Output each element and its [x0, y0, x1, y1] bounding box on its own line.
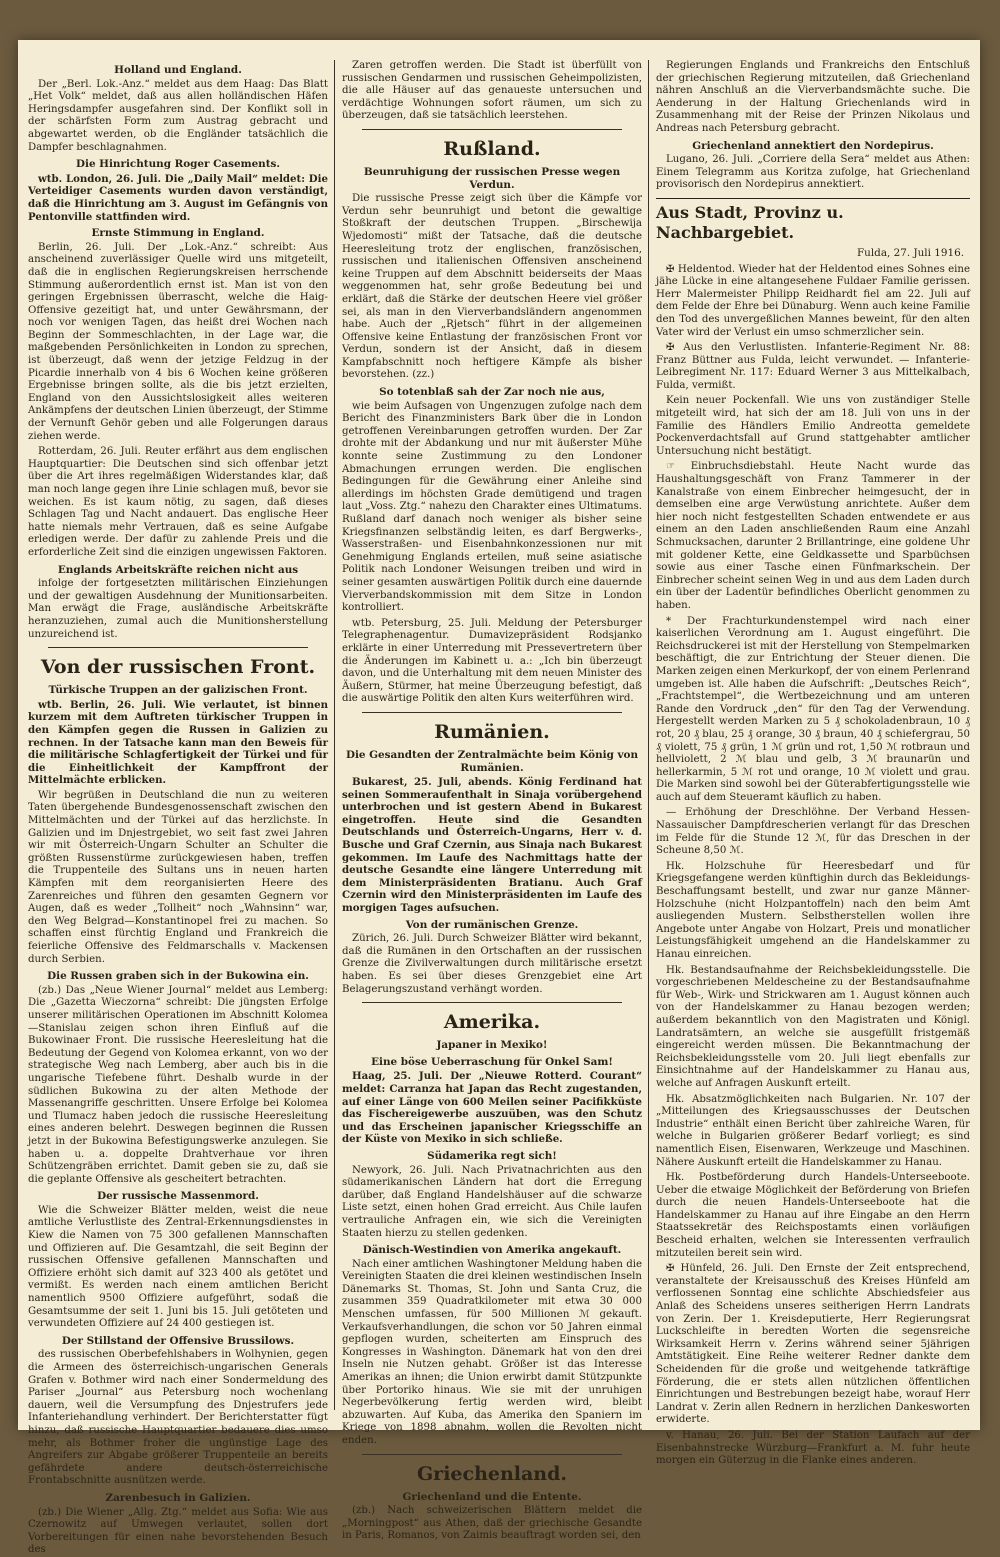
section-title-russland: Rußland.: [443, 137, 541, 160]
article-text: * Der Frachturkundenstempel wird nach einer kaiserlichen Verordnung am 1. August eingeführt. Die Reichsdruckerei ist mit der Herstellung von Stempelmarken beschäftigt, die zur Entrichtung der Steuer dienen. Die Marken zeigen einen Merkurkopf, der von einem Perlenrand umgeben ist. Alle haben die Aufschrift: „Deutsches Reich“, „Frachtstempel“, die Wertbezeichnung und am unteren Rande den Vordruck „den“ für den Tag der Verwendung. Hergestellt werden Marken zu 5 ₰ schokoladenbraun, 10 ₰ rot, 20 ₰ blau, 25 ₰ orange, 30 ₰ braun, 40 ₰ schiefergrau, 50 ₰ violett, 75 ₰ grün, 1 ℳ grün und rot, 1,50 ℳ rotbraun und hellviolett, 2 ℳ blau und gelb, 3 ℳ braunarün und hellerkarmin, 5 ℳ rot und orange, 10 ℳ violett und grau. Die Marken sind sowohl bei der Güterabfertigungsstelle wie auch auf dem Steueramt käuflich zu haben.: [656, 615, 970, 803]
article-text: Wir begrüßen in Deutschland die nun zu weiteren Taten übergehende Bundesgenossenschaft zwischen den Mittelmächten und der Türkei auf das herzlichste. In Galizien und im Dnjestrgebiet, wo seit fast zwei Jahren wir mit Österreich-Ungarn Schulter an Schulter die größten Russenstürme zurückgewiesen haben, treffen die Truppenteile des Sultans uns in neuen harten Kämpfen mit dem reorganisierten Heere des Zarenreiches und führen den gesamten Gegnern vor Augen, daß es weder „Tollheit“ noch „Wahnsinn“ war, den Weg Belgrad—Konstantinopel frei zu machen. So schaffen einst fürchtig England und Frankreich die feierliche Offensive des Feldmarschalls v. Mackensen durch Serbien.: [28, 789, 328, 965]
article-text: ✠ Aus den Verlustlisten. Infanterie-Regiment Nr. 88: Franz Büttner aus Fulda, leicht verwundet. — Infanterie-Leibregiment Nr. 117: Eduard Werner 3 aus Mittelkalbach, Fulda, vermißt.: [656, 342, 970, 391]
article-text: Die russische Presse zeigt sich über die Kämpfe vor Verdun sehr beunruhigt und betont die gewaltige Stoßkraft der deutschen Truppen. „Birschewija Wjedomosti“ mißt der Tatsache, daß die deutsche Heeresleitung trotz der englischen, französischen, russischen und italienischen Offensiven anscheinend keine Truppen auf dem Abschnitt beiderseits der Maas weggenommen hat, sehr große Bedeutung bei und erklärt, daß die Stärke der deutschen Heere viel größer sei, als man in den Vierverbandsländern angenommen habe. Auch der „Rjetsch“ führt in der allgemeinen Offensive keine Entlastung der französischen Front vor Verdun, sondern ist der Ansicht, daß in diesem Kampfabschnitt noch heftigere Kämpfe als bisher bevorstehen. (zz.): [342, 193, 642, 381]
headline-tuerkische-truppen: Türkische Truppen an der galizischen Front.: [48, 684, 308, 697]
headline-bukowina: Die Russen graben sich in der Bukowina ein.: [47, 970, 309, 983]
headline-stimmung: Ernste Stimmung in England.: [91, 227, 265, 240]
section-title-amerika: Amerika.: [443, 1011, 541, 1034]
column-1: [28, 60, 328, 1556]
divider: [362, 1002, 622, 1003]
article-text: Zaren getroffen werden. Die Stadt ist überfüllt von russischen Gendarmen und russischen Geheimpolizisten, die alle Häuser auf das genaueste untersuchen und verdächtige Wohnungen sofort räumen, um sich zu überzeugen, daß sie tatsächlich leerstehen.: [342, 60, 642, 122]
headline-holland: Holland und England.: [114, 64, 242, 76]
article-text: v. Hanau, 26. Juli. Bei der Station Laufach auf der Eisenbahnstrecke Würzburg—Frankfurt a. M. fuhr heute morgen ein Güterzug in die Flanke eines anderen.: [656, 1429, 970, 1467]
column-3: [656, 60, 970, 1467]
section-title-lokal: Aus Stadt, Provinz u. Nachbargebiet.: [656, 198, 970, 243]
headline-zar: So totenblaß sah der Zar noch nie aus,: [379, 386, 605, 399]
article-text: ✠ Hünfeld, 26. Juli. Den Ernste der Zeit entsprechend, veranstaltete der Kreisausschuß des Kreises Hünfeld am verflossenen Sonntag eine schlichte Abschiedsfeier aus Anlaß des Scheidens unseres seitherigen Herrn Landrats von Zerin. Der 1. Kreisdeputierte, Herr Regierungsrat Luckschleifte in beredten Worten die segensreiche Wirksamkeit Herrn v. Zerins während seiner 5jährigen Amtstätigkeit. Eine Reihe weiterer Redner dankte dem Scheidenden für die große und weitgehende tatkräftige Förderung, die er stets allen nützlichen öffentlichen Einrichtungen und Bestrebungen bezeigt habe, worauf Herr Landrat v. Zerin allen Rednern in herzlichen Dankesworten erwiderte.: [656, 1263, 970, 1426]
article-text: Lugano, 26. Juli. „Corriere della Sera“ meldet aus Athen: Einem Telegramm aus Koritza zufolge, hat Griechenland provisorisch den Nordepirus annektiert.: [656, 154, 970, 191]
article-text: Hk. Bestandsaufnahme der Reichsbekleidungsstelle. Die vorgeschriebenen Meldescheine zu der Bestandsaufnahme für Web-, Wirk- und Strickwaren am 1. August können auch von der Handelskammer zu Hanau bezogen werden; außerdem bekanntlich von den Magistraten und Königl. Landratsämtern, an welche sie ausgefüllt fristgemäß eingereicht werden müssen. Die Bekanntmachung der Reichsbekleidungsstelle vom 20. Juli liegt ebenfalls zur Einsichtnahme auf der Handelskammer zu Hanau aus, welche auf Anfragen Auskunft erteilt.: [656, 964, 970, 1089]
article-text: wtb. Petersburg, 25. Juli. Meldung der Petersburger Telegraphenagentur. Dumavizepräsident Rodsjanko erklärte in einer Unterredung mit Pressevertretern über die Änderungen im Kabinett u. a.: „Ich bin überzeugt davon, und die Unterhaltung mit dem neuen Minister des Äußern, Stürmer, hat meine Überzeugung befestigt, daß die auswärtige Politik den alten Kurs weiterführen wird.: [342, 617, 642, 705]
column-rule: [648, 60, 649, 1410]
headline-suedamerika: Südamerika regt sich!: [427, 1149, 557, 1162]
article-text: Hk. Absatzmöglichkeiten nach Bulgarien. Nr. 107 der „Mitteilungen des Kriegsausschusses der Deutschen Industrie“ enthält einen Bericht über zahlreiche Waren, für welche in Bulgarien größerer Bedarf vorliegt; es sind namentlich Eisen, Eisenwaren, Werkzeuge und Maschinen. Nähere Auskunft erteilt die Handelskammer zu Hanau.: [656, 1093, 970, 1168]
article-text: Bukarest, 25. Juli, abends. König Ferdinand hat seinen Sommeraufenthalt in Sinaja vorübergehend unterbrochen und ist gestern Abend in Bukarest eingetroffen. Heute sind die Gesandten Deutschlands und Österreich-Ungarns, Herr v. d. Busche und Graf Czernin, aus Sinaja nach Bukarest gekommen. Im Laufe des Nachmittags hatte der deutsche Gesandte eine längere Unterredung mit dem Ministerpräsidenten Bratianu. Auch Graf Czernin wird den Ministerpräsidenten im Laufe des morgigen Tages aufsuchen.: [342, 776, 642, 915]
article-text: infolge der fortgesetzten militärischen Einziehungen und der gewaltigen Ausdehnung der Munitionsarbeiten. Man erwägt die Frage, ausländische Arbeitskräfte heranzuziehen, zumal auch die Munitionsherstellung unzureichend ist.: [28, 578, 328, 640]
article-text: Kein neuer Pockenfall. Wie uns von zuständiger Stelle mitgeteilt wird, hat sich der am 18. Juli von uns in der Familie des Händlers Emilio Andreotta gemeldete Pockenverdachtsfall auf Grund stattgehabter amtlicher Untersuchung nicht bestätigt.: [656, 395, 970, 457]
article-text: Der „Berl. Lok.-Anz.“ meldet aus dem Haag: Das Blatt „Het Volk“ meldet, daß aus allen holländischen Häfen Heringsdampfer ausgefahren sind. Der Konflikt soll in der schärfsten Form zum Austrag gebracht und abgewartet werden, ob die Engländer tatsächlich die Dampfer beschlagnahmen.: [28, 78, 328, 153]
headline-casement: Die Hinrichtung Roger Casements.: [75, 158, 281, 171]
divider: [48, 647, 308, 648]
article-text: (zb.) Das „Neue Wiener Journal“ meldet aus Lemberg: Die „Gazetta Wieczorna“ schreibt: Die jüngsten Erfolge unserer militärischen Operationen im Abschnitt Kolomea—Stanislau zeigen schon ihren Einfluß auf die Bukowinaer Front. Die russische Heeresleitung hat die Bedeutung der Gegend von Kolomea erkannt, von wo der strategische Weg nach Lemberg, aber auch bis in die ungarische Tiefebene führt. Deshalb wurde in der südlichen Bukowina zu der alten Methode der Massenangriffe geschritten. Unsere Erfolge bei Kolomea und Tlumacz haben jedoch die russische Heeresleitung eines anderen belehrt. Deswegen beginnen die Russen jetzt in der Bukowina Befestigungswerke anzulegen. Sie haben u. a. doppelte Drahtverhaue vor ihren Schützengräben errichtet. Damit geben sie zu, daß sie die geplante Offensive als gescheitert betrachten.: [28, 984, 328, 1185]
article-text: Hk. Holzschuhe für Heeresbedarf und für Kriegsgefangene werden künftighin durch das Bekleidungs-Beschaffungsamt bestellt, und zwar nur ganze Männer-Holzschuhe (nicht Holzpantoffeln) nach den beim Amt ausliegenden Mustern. Selbstherstellen wollen ihre Angebote unter Angabe von Holzart, Preis und monatlicher Leistungsfähigkeit umgehend an die Handelskammer zu Hanau einreichen.: [656, 860, 970, 960]
headline-nordepirus: Griechenland annektiert den Nordepirus.: [692, 139, 934, 152]
column-rule: [334, 60, 335, 1410]
headline-stillstand: Der Stillstand der Offensive Brussilows.: [61, 1334, 295, 1347]
article-text: Regierungen Englands und Frankreichs den Entschluß der griechischen Regierung mitzuteilen, daß Griechenland nähren Anschluß an die Vierverbandsmächte suche. Die Aenderung in der Haltung Griechenlands wird in Zusammenhang mit der Reise der Prinzen Nikolaus und Andreas nach Petersburg gebracht.: [656, 60, 970, 134]
section-title-front: Von der russischen Front.: [40, 656, 316, 679]
headline-onkel-sam: Eine böse Ueberraschung für Onkel Sam!: [371, 1055, 613, 1068]
headline-grenze: Von der rumänischen Grenze.: [405, 918, 579, 931]
column-2: [342, 60, 642, 1542]
headline-massenmord: Der russische Massenmord.: [97, 1190, 259, 1203]
article-text: Rotterdam, 26. Juli. Reuter erfährt aus dem englischen Hauptquartier: Die Deutschen sind sich offenbar jetzt über die Art ihres regelmäßigen Widerstandes klar, daß man noch lange gegen ihre Linie schlagen muß, bevor sie weichen. Es ist kaum nötig, zu sagen, daß dieses Schlagen Tag und Nacht andauert. Das englische Heer hatte niemals mehr Vertrauen, daß es seine Aufgabe erledigen werde. Der dafür zu zahlende Preis und die erforderliche Zeit sind die einzigen ungewissen Faktoren.: [28, 446, 328, 558]
article-text: Hk. Postbeförderung durch Handels-Unterseeboote. Ueber die etwaige Möglichkeit der Beförderung von Briefen durch die neuen Handels-Unterseeboote hat die Handelskammer zu Hanau auf ihre Eingabe an den Herrn Staatssekretär des Reichspostamts einen vorläufigen Bescheid erhalten, welchen sie Interessenten verfraulich mitzuteilen bereit sein wird.: [656, 1172, 970, 1259]
newspaper-page: [18, 40, 980, 1556]
article-text: wie beim Aufsagen von Ungenzugen zufolge nach dem Bericht des Finanzministers Bark über die in London getroffenen Vereinbarungen getroffen wurden. Der Zar drohte mit der Abdankung und nur mit äußerster Mühe konnte seine Zustimmung zu den Londoner Abmachungen errungen werden. Die englischen Bedingungen für die Gewährung einer Anleihe sind allerdings im höchsten Grade demütigend und tragen laut „Voss. Ztg.“ nahezu den Charakter eines Ultimatums. Rußland darf danach noch weniger als bisher seine Kriegsfinanzen selbständig leiten, es darf Bergwerks-, Wasserstraßen- und Eisenbahnkonzessionen nur mit Genehmigung Englands erteilen, muß seine asiatische Politik nach Londoner Weisungen treiben und wird in seiner gesamten auswärtigen Politik durch eine dauernde Vierverbandskommission mit dem Sitze in London kontrolliert.: [342, 400, 642, 614]
headline-entente: Griechenland und die Entente.: [402, 1490, 582, 1503]
article-text: ☞ Einbruchsdiebstahl. Heute Nacht wurde das Haushaltungsgeschäft von Franz Tammerer in der Kanalstraße von einem Einbrecher heimgesucht, der in demselben eine arge Verwüstung anrichtete. Außer dem hier noch nicht festgestellten Schaden entwendete er aus einem an den Laden anschließenden Raum eine Anzahl Schmucksachen, darunter 2 Brillantringe, eine goldene Uhr mit goldener Kette, eine Geldkassette und Sparbüchsen sowie aus einer Tasche einen Fünfmarkschein. Der Einbrecher scheint seinen Weg in und aus dem Laden durch ein über der Ladentür befindliches Oberlicht genommen zu haben.: [656, 461, 970, 611]
article-text: — Erhöhung der Dreschlöhne. Der Verband Hessen-Nassauischer Dampfdrescherien verlangt für das Dreschen im Felde für die Stunde 12 ℳ, für das Dreschen in der Scheune 8,50 ℳ.: [656, 807, 970, 857]
article-text: (zb.) Nach schweizerischen Blättern meldet die „Morningpost“ aus Athen, daß der griechische Gesandte in Paris, Romanos, von Zaimis beauftragt worden sei, den: [342, 1505, 642, 1542]
divider: [362, 712, 622, 713]
article-text: ✠ Heldentod. Wieder hat der Heldentod eines Sohnes eine jähe Lücke in eine altangesehene Fuldaer Familie gerissen. Herr Malermeister Philipp Reidhardt fiel am 22. Juli auf dem Felde der Ehre bei Dünaburg. Wenn auch keine Familie den Tod des unvergeßlichen Mannes beweint, für den alten Vater wird der Verlust ein umso schmerzlicher sein.: [656, 263, 970, 338]
headline-zarenbesuch: Zarenbesuch in Galizien.: [105, 1491, 251, 1504]
section-title-rumaenien: Rumänien.: [434, 720, 550, 743]
article-text: wtb. London, 26. Juli. Die „Daily Mail“ meldet: Die Verteidiger Casements wurden davon verständigt, daß die Hinrichtung am 3. August im Gefängnis von Pentonville stattfinden wird.: [28, 172, 328, 223]
headline-verdun: Beunruhigung der russischen Presse wegen Verdun.: [363, 165, 621, 191]
article-text: Berlin, 26. Juli. Der „Lok.-Anz.“ schreibt: Aus anscheinend zuverlässiger Quelle wird uns mitgeteilt, daß die in englischen Regierungskreisen herrschende Stimmung außerordentlich ernst ist. Man ist von den geringen Ergebnissen überrascht, welche die Haig-Offensive gezeitigt hat, und unter Gewährsmann, der noch vor wenigen Tagen, das heißt drei Wochen nach Beginn der Sommeschlachten, in der Lage war, die maßgebenden Persönlichkeiten in London zu sprechen, ist überzeugt, daß wenn der jetzige Feldzug in der Picardie innerhalb von 4 bis 6 Wochen keine größeren Ergebnisse bringen sollte, als die bis jetzt erzielten, England von den Aussichtslosigkeit alles weiteren Ankämpfens der deutschen Linien überzeugt, der Stimme der Vernunft Gehör geben und alle Folgerungen daraus ziehen werde.: [28, 241, 328, 442]
article-text: Newyork, 26. Juli. Nach Privatnachrichten aus den südamerikanischen Ländern hat dort die Erregung darüber, daß England Handelshäuser auf die schwarze Liste setzt, einen hohen Grad erreicht. Aus Chile laufen vertrauliche Anfragen ein, wie sich die Vereinigten Staaten hierzu zu stellen gedenken.: [342, 1164, 642, 1239]
article-text: des russischen Oberbefehlshabers in Wolhynien, gegen die Armeen des österreichisch-ungarischen Generals Grafen v. Bothmer wird nach einer Sondermeldung des Pariser „Journal“ aus Petersburg noch wochenlang dauern, weil die Versumpfung des Dnjestrufers jede Infanteriehandlung verhindert. Der Berichterstatter fügt hinzu, daß russische Hauptquartier bedauere dies umso mehr, als Bothmer froher die ungünstige Lage des Angreifers zur Abgabe größerer Truppenteile an bereits gefährdete andere deutsch-österreichische Frontabschnitte ausnützen werde.: [28, 1349, 328, 1487]
headline-arbeitskraefte: Englands Arbeitskräfte reichen nicht aus: [57, 563, 299, 576]
article-text: Nach einer amtlichen Washingtoner Meldung haben die Vereinigten Staaten die drei kleinen westindischen Inseln Dänemarks St. Thomas, St. John und Santa Cruz, die zusammen 359 Quadratkilometer mit etwa 30 000 Menschen umfassen, für 500 Millionen ℳ gekauft. Verkaufsverhandlungen, die schon vor 50 Jahren einmal gepflogen wurden, scheiterten am Einspruch des Kongresses in Washington. Dänemark hat von den drei Inseln nie Nutzen gehabt. Größer ist das Interesse Amerikas an ihnen; die Union erwirbt damit Stützpunkte über Portoriko hinaus. Wie sie mit der unruhigen Negerbevölkerung fertig werden wird, bleibt abzuwarten. Auf Kuba, das Amerika den Spaniern im Kriege von 1898 abnahm, wollen die Revolten nicht enden.: [342, 1258, 642, 1446]
article-text: (zb.) Die Wiener „Allg. Ztg.“ meldet aus Sofia: Wie aus Czernowitz auf Umwegen verlautet, sollen dort Vorbereitungen für einen nahe bevorstehenden Besuch des: [28, 1506, 328, 1556]
headline-gesandte: Die Gesandten der Zentralmächte beim König von Rumänien.: [345, 748, 639, 774]
article-text: wtb. Berlin, 26. Juli. Wie verlautet, ist binnen kurzem mit dem Auftreten türkischer Truppen in den Kämpfen gegen die Russen in Galizien zu rechnen. In der Tatsache kann man den Beweis für die militärische Schlagfertigkeit der Türkei und für die Einheitlichkeit der Kampffront der Mittelmächte erblicken.: [28, 698, 328, 787]
dateline: Fulda, 27. Juli 1916.: [856, 246, 964, 259]
section-title-griechenland: Griechenland.: [416, 1462, 568, 1485]
article-text: Haag, 25. Juli. Der „Nieuwe Rotterd. Courant“ meldet: Carranza hat Japan das Recht zugestanden, auf einer Länge von 600 Meilen seiner Pacifikküste das Fischereigewerbe auszuüben, was den Schutz und das Erscheinen japanischer Kriegsschiffe an der Küste von Mexiko in sich schließe.: [342, 1070, 642, 1146]
headline-westindien: Dänisch-Westindien von Amerika angekauft.: [362, 1244, 622, 1257]
headline-japaner: Japaner in Mexiko!: [436, 1039, 548, 1052]
divider: [362, 1454, 622, 1455]
divider: [362, 129, 622, 130]
article-text: Zürich, 26. Juli. Durch Schweizer Blätter wird bekannt, daß die Rumänen in den Ortschaften an der russischen Grenze die Zivilverwaltungen durch militärische ersetzt haben. Es sei über dieses Grenzgebiet eine Art Belagerungszustand verhängt worden.: [342, 933, 642, 995]
article-text: Wie die Schweizer Blätter melden, weist die neue amtliche Verlustliste des Zentral-Erkennungsdienstes in Kiew die Namen von 75 300 gefallenen Mannschaften und Offizieren auf. Die Gesamtzahl, die seit Beginn der russischen Offensive gefallenen Mannschaften und Offiziere erhöht sich damit auf 323 400 als getötet und vermißt. Es werden nach einem amtlichen Bericht namentlich 9500 Offiziere aufgeführt, sodaß die Gesamtsumme der seit 1. Juni bis 15. Juli getöteten und verwundeten Offiziere auf 24 400 gestiegen ist.: [28, 1204, 328, 1330]
